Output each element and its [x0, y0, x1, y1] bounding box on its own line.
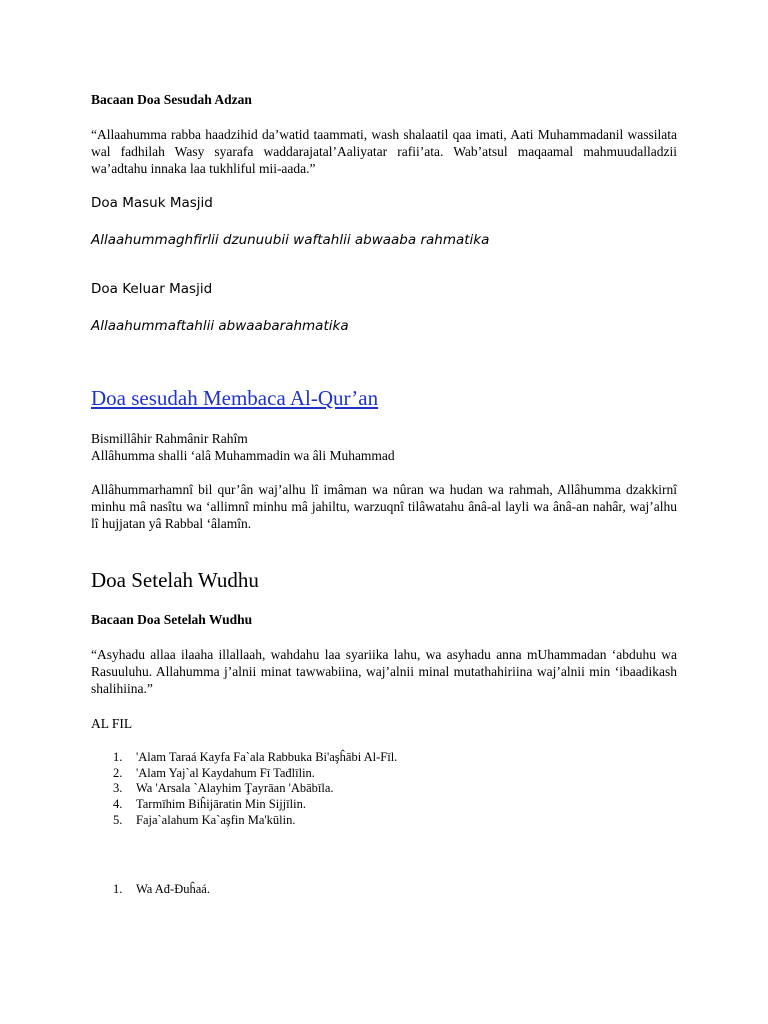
heading-doa-setelah-wudhu: Doa Setelah Wudhu [91, 568, 259, 592]
list-item [91, 781, 677, 797]
list-ad-duha [91, 882, 677, 898]
paragraph-doa-sesudah-membaca-al-quran: Allâhummarhamnî bil qur’ân waj’alhu lî imâman wa nûran wa hudan wa rahmah, Allâhumma dzakkirnî minhu mâ nasîtu wa ‘allimnî minhu mâ jahiltu, warzuqnî tilâwatahu ânâ-al layli wa ânâ-an nahâr, waj’alhu lî hujjatan yâ Rabbal ‘âlamîn. [91, 482, 677, 531]
list-item-number: 2. [113, 765, 123, 780]
list-item [91, 797, 677, 813]
text-bismillah: Bismillâhir Rahmânir Rahîm [91, 431, 248, 446]
list-item-text: 'Alam Yaj`al Kaydahum Fī Tađlīlin. [136, 765, 315, 780]
heading-doa-keluar-masjid: Doa Keluar Masjid [91, 281, 213, 297]
text-doa-masuk-masjid: Allaahummaghfirlii dzunuubii waftahlii abwaaba rahmatika [91, 232, 490, 248]
heading-al-fil: AL FIL [91, 716, 133, 731]
list-item [91, 882, 677, 898]
paragraph-doa-setelah-wudhu: “Asyhadu allaa ilaaha illallaah, wahdahu laa syariika lahu, wa asyhadu anna mUhammadan ‘abduhu wa Rasuuluhu. Allahumma j’alnii minat tawwabiina, waj’alnii minal mutathahiriina waj’alnii min ‘ibaadikash shalihiina.” [91, 647, 677, 696]
subheading-bacaan-doa-setelah-wudhu: Bacaan Doa Setelah Wudhu [91, 612, 253, 627]
list-item-text: Faja`alahum Ka`aşfin Ma'kūlin. [136, 812, 296, 827]
text-doa-keluar-masjid: Allaahummaftahlii abwaabarahmatika [91, 318, 349, 334]
list-item [91, 766, 677, 782]
list-item-text: Wa Ađ-Đuĥaá. [136, 882, 210, 896]
list-item [91, 750, 677, 766]
list-item-text: Wa 'Arsala `Alayhim Ţayrāan 'Abābīla. [136, 781, 334, 796]
list-al-fil [91, 750, 677, 829]
list-item-text: 'Alam Taraá Kayfa Fa`ala Rabbuka Bi'aşĥābi Al-Fīl. [136, 750, 398, 764]
text-shalawat: Allâhumma shalli ‘alâ Muhammadin wa âli Muhammad [91, 448, 395, 463]
list-item-number: 1. [113, 750, 123, 764]
list-item-number: 1. [113, 882, 123, 896]
heading-doa-sesudah-adzan: Bacaan Doa Sesudah Adzan [91, 92, 252, 107]
heading-doa-masuk-masjid: Doa Masuk Masjid [91, 195, 213, 211]
list-item-number: 4. [113, 797, 123, 812]
paragraph-doa-sesudah-adzan: “Allaahumma rabba haadzihid da’watid taammati, wash shalaatil qaa imati, Aati Muhammadanil wassilata wal fadhilah Wasy syarafa waddarajatal’Aaliyatar rafii’ata. Wab’atsul maqaamal mahmuudalladzii wa’adtahu innaka laa tukhliful mii-aada.” [91, 127, 677, 176]
list-item-text: Tarmīhim Biĥijāratin Min Sijjīlin. [136, 797, 306, 812]
list-item-number: 3. [113, 781, 123, 796]
list-item-number: 5. [113, 812, 123, 827]
list-item [91, 813, 677, 829]
heading-link-doa-sesudah-membaca-al-quran[interactable]: Doa sesudah Membaca Al-Qur’an [91, 386, 379, 410]
